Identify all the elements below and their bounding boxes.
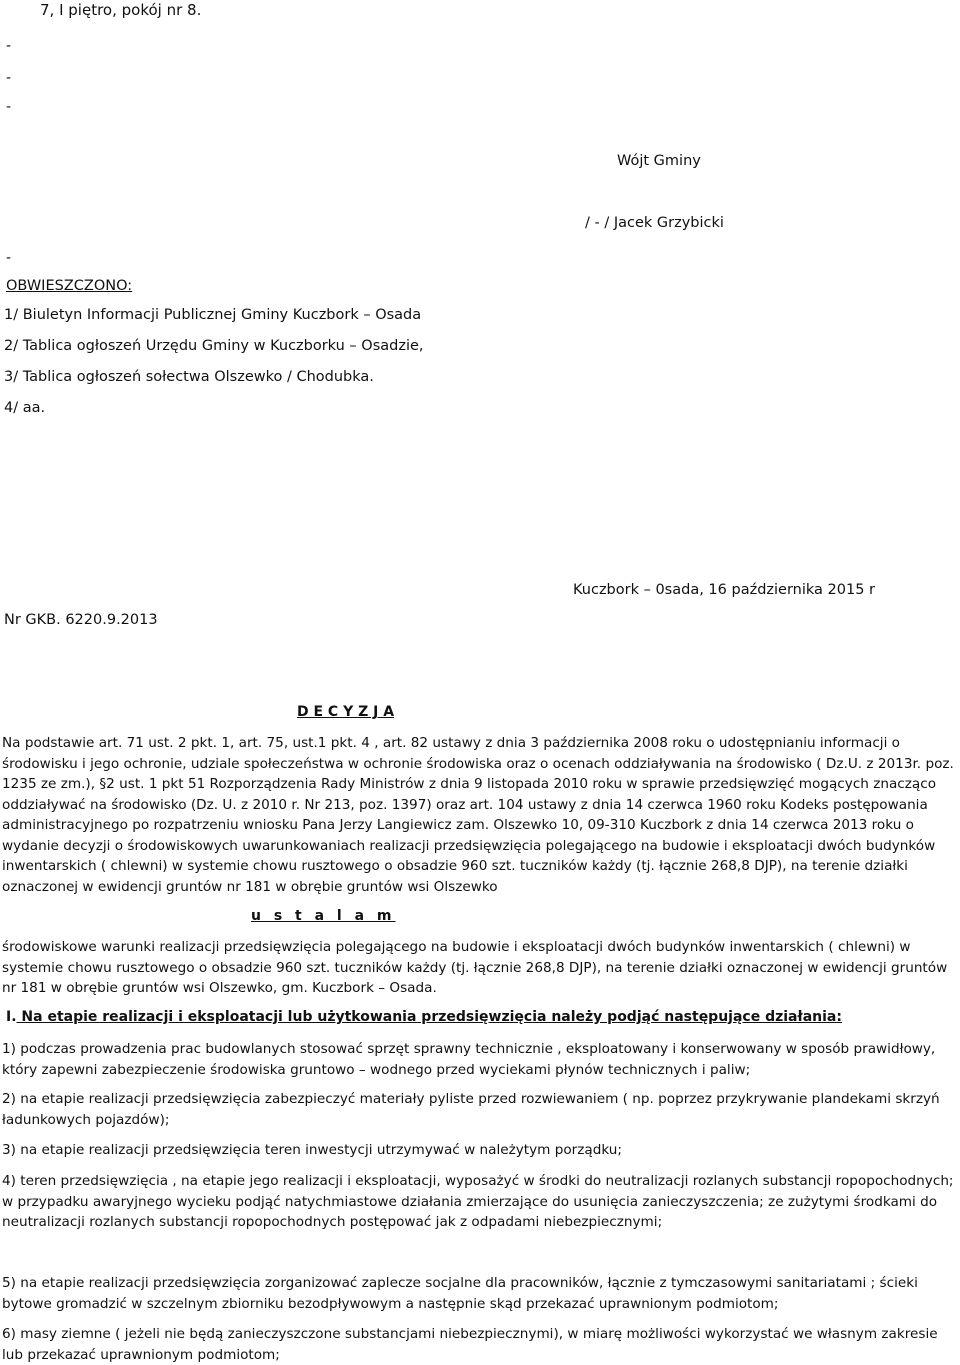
list-item: 1) podczas prowadzenia prac budowlanych stosować sprzęt sprawny technicznie , eksploatowany i konserwowany w sposób prawidłowy, który zapewni zabezpieczenie środowiska gruntowo – wodnego przed wyciekami płynów technicznych i paliw; bbox=[2, 1041, 936, 1078]
signature-name: / - / Jacek Grzybicki bbox=[585, 215, 724, 231]
ustalam-heading: u s t a l a m bbox=[251, 908, 396, 924]
notice-item: 4/ aa. bbox=[4, 400, 46, 416]
notice-item: 3/ Tablica ogłoszeń sołectwa Olszewko / Chodubka. bbox=[4, 369, 374, 385]
notice-heading: OBWIESZCZONO: bbox=[6, 278, 133, 294]
address-line: 7, I piętro, pokój nr 8. bbox=[40, 1, 202, 19]
signature-title: Wójt Gminy bbox=[617, 153, 701, 169]
list-item: 2) na etapie realizacji przedsięwzięcia zabezpieczyć materiały pyliste przed rozwiewaniem ( np. poprzez przykrywanie plandekami skrzyń ładunkowych pojazdów); bbox=[2, 1091, 940, 1128]
notice-item: 1/ Biuletyn Informacji Publicznej Gminy Kuczbork – Osada bbox=[4, 307, 422, 323]
section-heading bbox=[6, 1007, 842, 1027]
dash-line: - bbox=[6, 70, 12, 86]
notice-item: 2/ Tablica ogłoszeń Urzędu Gminy w Kuczborku – Osadzie, bbox=[4, 338, 424, 354]
list-item: 6) masy ziemne ( jeżeli nie będą zanieczyszczone substancjami niebezpiecznymi), w miarę możliwości wykorzystać we własnym zakresie lub przekazać uprawnionym podmiotom; bbox=[2, 1326, 938, 1363]
list-item: 4) teren przedsięwzięcia , na etapie jego realizacji i eksploatacji, wyposażyć w środki do neutralizacji rozlanych substancji ropopochodnych; w przypadku awaryjnego wycieku podjąć natychmiastowe działania zmierzające do usunięcia zanieczyszczenia; ze zużytymi środkami do neutralizacji rozlanych substancji ropopochodnych postępować jak z odpadami niebezpiecznymi; bbox=[2, 1173, 954, 1230]
list-item: 5) na etapie realizacji przedsięwzięcia zorganizować zaplecze socjalne dla pracowników, łącznie z tymczasowymi sanitariatami ; ścieki bytowe gromadzić w szczelnym zbiorniku bezodpływowym a następnie skąd przekazać uprawnionym podmiotom; bbox=[2, 1275, 918, 1312]
decision-title: D E C Y Z J A bbox=[297, 704, 395, 720]
reference-number: Nr GKB. 6220.9.2013 bbox=[4, 612, 158, 628]
decision-intro: Na podstawie art. 71 ust. 2 pkt. 1, art. 75, ust.1 pkt. 4 , art. 82 ustawy z dnia 3 października 2008 roku o udostępnianiu informacji o środowisku i jego ochronie, udziale społeczeństwa w ochronie środowiska oraz o ocenach oddziaływania na środowisko ( Dz.U. z 2013r. poz. 1235 ze zm.), §2 ust. 1 pkt 51 Rozporządzenia Rady Ministrów z dnia 9 listopada 2010 roku w sprawie przedsięwzięć mogących znacząco oddziaływać na środowisko (Dz. U. z 2010 r. Nr 213, poz. 1397) oraz art. 104 ustawy z dnia 14 czerwca 1960 roku Kodeks postępowania administracyjnego po rozpatrzeniu wniosku Pana Jerzy Langiewicz zam. Olszewko 10, 09-310 Kuczbork z dnia 14 czerwca 2013 roku o wydanie decyzji o środowiskowych uwarunkowaniach realizacji przedsięwzięcia polegającego na budowie i eksploatacji dwóch budynków inwentarskich ( chlewni) w systemie chowu rusztowego o obsadzie 960 szt. tuczników każdy (tj. łącznie 268,8 DJP), na terenie działki oznaczonej w ewidencji gruntów nr 181 w obrębie gruntów wsi Olszewko bbox=[2, 735, 954, 895]
dash-line: - bbox=[6, 38, 12, 54]
section-heading-number: I. bbox=[6, 1009, 17, 1025]
dash-line: - bbox=[6, 250, 12, 266]
section-heading-text: Na etapie realizacji i eksploatacji lub użytkowania przedsięwzięcia należy podjąć następujące działania: bbox=[16, 1009, 842, 1025]
place-date: Kuczbork – 0sada, 16 października 2015 r bbox=[573, 582, 875, 598]
dash-line: - bbox=[6, 99, 12, 115]
determination-text: środowiskowe warunki realizacji przedsięwzięcia polegającego na budowie i eksploatacji dwóch budynków inwentarskich ( chlewni) w systemie chowu rusztowego o obsadzie 960 szt. tuczników każdy (tj. łącznie 268,8 DJP), na terenie działki oznaczonej w ewidencji gruntów nr 181 w obrębie gruntów wsi Olszewko, gm. Kuczbork – Osada. bbox=[2, 939, 948, 996]
list-item: 3) na etapie realizacji przedsięwzięcia teren inwestycji utrzymywać w należytym porządku; bbox=[2, 1142, 622, 1158]
